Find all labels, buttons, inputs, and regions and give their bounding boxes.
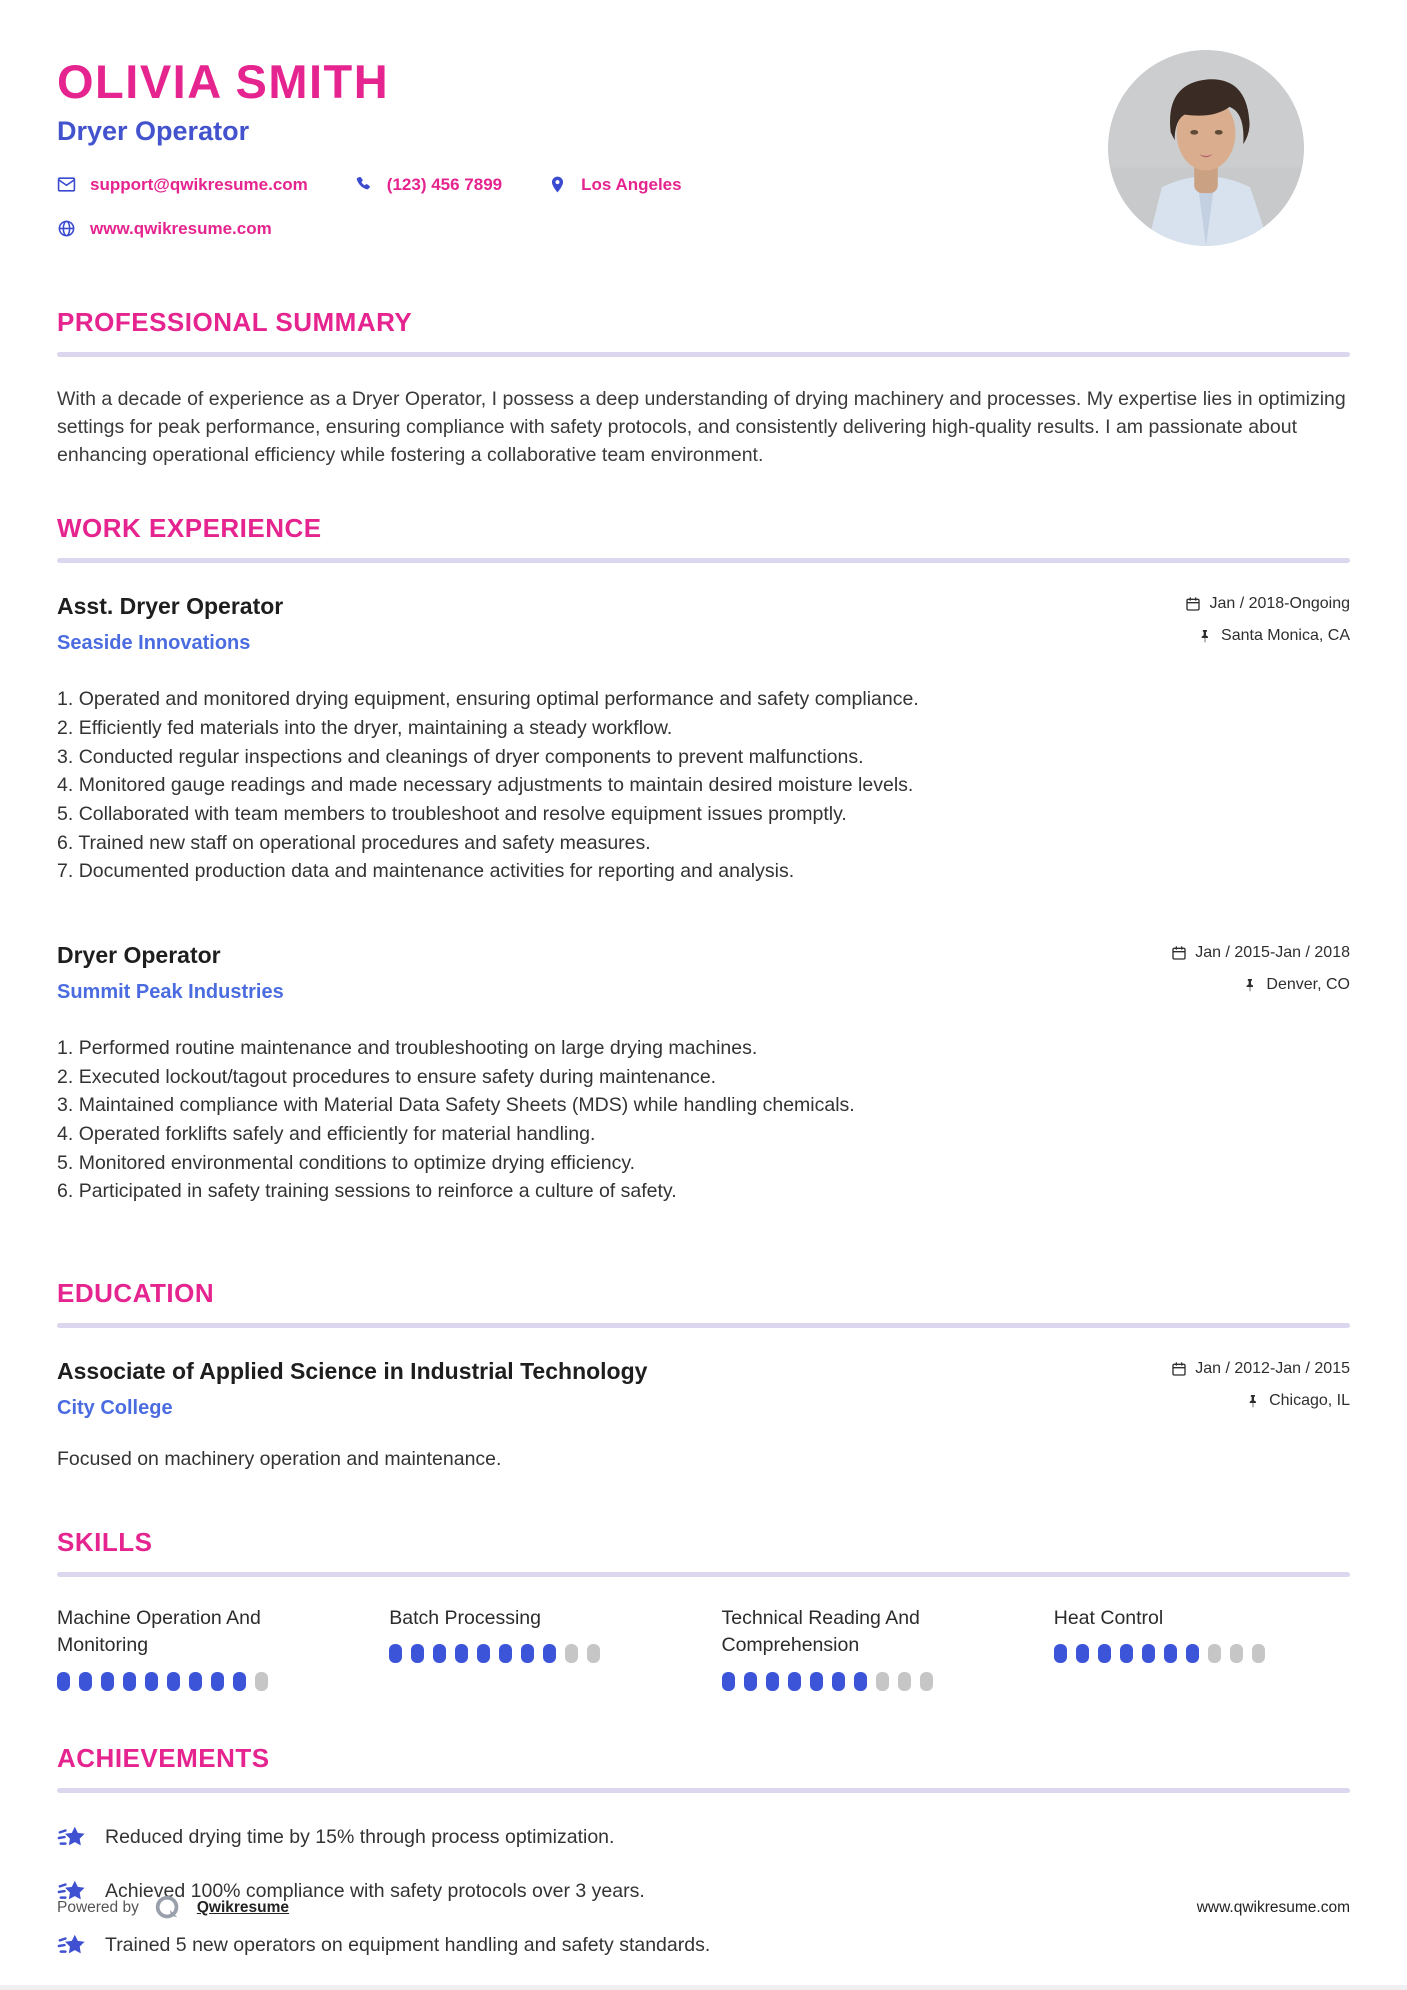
skill-item [722,1605,1018,1691]
job-date: Jan / 2015-Jan / 2018 [1195,944,1350,962]
skill-dot-empty [255,1672,268,1691]
duty-item: Efficiently fed materials into the dryer, maintaining a steady workflow. [78,717,673,740]
skill-dot-empty [920,1672,933,1691]
skill-dot-empty [1208,1644,1221,1663]
email-icon [57,175,76,194]
skill-level-dots [722,1672,1018,1691]
job-date: Jan / 2018-Ongoing [1209,595,1350,613]
pushpin-icon [1197,628,1213,644]
skill-name: Machine Operation And Monitoring [57,1607,261,1657]
header [57,48,1350,263]
achievement-text: Trained 5 new operators on equipment handling and safety standards. [105,1934,711,1957]
skill-dot-filled [145,1672,158,1691]
achievement-item [57,1931,1350,1961]
job-duties [57,1034,1350,1206]
pushpin-icon [1245,1393,1261,1409]
person-job-title: Dryer Operator [57,115,250,146]
achievement-text: Achieved 100% compliance with safety protocols over 3 years. [105,1880,645,1903]
education-entry [57,1358,1350,1471]
skill-dot-filled [766,1672,779,1691]
duty-item: Collaborated with team members to troubleshoot and resolve equipment issues promptly. [78,803,847,826]
location-text: Los Angeles [581,174,682,194]
duty-item: Monitored environmental conditions to optimize drying efficiency. [78,1151,636,1174]
skill-dot-filled [123,1672,136,1691]
qwikresume-link[interactable]: Qwikresume [196,1899,290,1916]
skill-item [1054,1605,1350,1691]
skill-dot-filled [1076,1644,1089,1663]
skill-dot-empty [565,1644,578,1663]
skill-level-dots [57,1672,353,1691]
section-skills [57,1527,1350,1691]
divider [57,352,1350,357]
location-pin-icon [548,175,567,194]
powered-by-label: Powered by [57,1899,139,1916]
footer-website: www.qwikresume.com [1196,1899,1350,1916]
award-star-icon [57,1931,87,1961]
job-location: Denver, CO [1266,976,1350,994]
contact-phone[interactable] [354,175,502,195]
skill-name: Technical Reading And Comprehension [721,1607,920,1657]
skill-item [389,1605,685,1691]
skill-item [57,1605,353,1691]
skill-dot-filled [810,1672,823,1691]
contact-email[interactable] [57,175,308,195]
job-title: Dryer Operator [57,942,221,969]
skill-dot-filled [1054,1644,1067,1663]
section-achievements [57,1743,1350,1961]
duty-item: Participated in safety training sessions to reinforce a culture of safety. [78,1180,677,1203]
skill-dot-filled [1186,1644,1199,1663]
duty-item: Executed lockout/tagout procedures to ensure safety during maintenance. [78,1065,717,1088]
phone-text: (123) 456 7899 [386,174,503,194]
job-title: Asst. Dryer Operator [57,593,284,620]
skill-dot-empty [1230,1644,1243,1663]
skill-dot-filled [854,1672,867,1691]
duty-item: Conducted regular inspections and cleanings of dryer components to prevent malfunctions. [78,745,864,768]
degree-title: Associate of Applied Science in Industrial Technology [57,1358,648,1385]
education-description: Focused on machinery operation and maintenance. [57,1448,502,1471]
skill-dot-filled [433,1644,446,1663]
skill-name: Batch Processing [389,1607,541,1630]
skill-dot-filled [57,1672,70,1691]
achievement-text: Reduced drying time by 15% through process optimization. [105,1826,615,1849]
section-professional-summary [57,307,1350,470]
skill-dot-filled [477,1644,490,1663]
skill-dot-empty [876,1672,889,1691]
profile-photo [1108,50,1304,246]
skills-heading: SKILLS [57,1527,153,1558]
globe-icon [57,219,76,238]
job-company[interactable]: Summit Peak Industries [57,981,284,1004]
calendar-icon [1171,945,1187,961]
section-work-experience [57,513,1350,1206]
education-heading: EDUCATION [57,1278,215,1309]
duty-item: Maintained compliance with Material Data Safety Sheets (MDS) while handling chemicals. [78,1094,855,1117]
job-location: Santa Monica, CA [1221,627,1350,645]
skill-dot-filled [167,1672,180,1691]
summary-text: With a decade of experience as a Dryer Operator, I possess a deep understanding of drying machinery and processes. My expertise lies in optimizing settings for peak performance, ensuring compliance with safety protocols, and consistently delivering high-quality results. I am passionate about enhancing operational efficiency while fostering a collaborative team environment. [57,387,1346,467]
section-education [57,1278,1350,1471]
skill-dot-filled [1120,1644,1133,1663]
email-text: support@qwikresume.com [90,174,308,194]
work-heading: WORK EXPERIENCE [57,513,322,544]
skill-name: Heat Control [1053,1607,1164,1630]
job-company[interactable]: Seaside Innovations [57,632,251,655]
qwikresume-logo-icon [153,1893,183,1923]
skill-dot-empty [898,1672,911,1691]
calendar-icon [1171,1361,1187,1377]
skill-dot-filled [543,1644,556,1663]
skill-dot-filled [788,1672,801,1691]
contact-info [57,175,1108,239]
skill-dot-empty [587,1644,600,1663]
job-entry [57,593,1350,886]
duty-item: Operated forklifts safely and efficiently for material handling. [78,1123,596,1146]
skill-dot-filled [79,1672,92,1691]
contact-website[interactable] [57,219,272,239]
achievements-heading: ACHIEVEMENTS [57,1742,270,1773]
skill-dot-filled [521,1644,534,1663]
skill-level-dots [1054,1644,1350,1663]
skill-dot-filled [455,1644,468,1663]
education-location: Chicago, IL [1269,1392,1350,1410]
divider [57,558,1350,563]
calendar-icon [1185,596,1201,612]
skills-grid [57,1605,1350,1691]
skill-dot-filled [1142,1644,1155,1663]
profile-photo-image [1108,50,1304,246]
skill-dot-filled [233,1672,246,1691]
skill-dot-filled [389,1644,402,1663]
education-date: Jan / 2012-Jan / 2015 [1195,1360,1350,1378]
job-duties [57,685,1350,886]
skill-dot-filled [1164,1644,1177,1663]
duty-item: Monitored gauge readings and made necessary adjustments to maintain desired moisture levels. [78,774,914,797]
skill-dot-filled [211,1672,224,1691]
achievement-item [57,1823,1350,1853]
achievements-list [57,1823,1350,1961]
skill-dot-filled [499,1644,512,1663]
divider [57,1572,1350,1577]
skill-dot-filled [101,1672,114,1691]
skill-dot-empty [1252,1644,1265,1663]
skill-dot-filled [1098,1644,1111,1663]
duty-item: Documented production data and maintenance activities for reporting and analysis. [78,860,795,883]
footer [57,1893,1350,1923]
website-text: www.qwikresume.com [90,218,272,238]
skill-dot-filled [744,1672,757,1691]
duty-item: Operated and monitored drying equipment, ensuring optimal performance and safety compliance. [78,688,919,711]
contact-location [548,175,681,195]
skill-dot-filled [832,1672,845,1691]
phone-icon [354,175,373,194]
job-entry [57,942,1350,1206]
skill-dot-filled [189,1672,202,1691]
divider [57,1323,1350,1328]
divider [57,1788,1350,1793]
duty-item: Performed routine maintenance and troubleshooting on large drying machines. [78,1037,758,1060]
person-name: OLIVIA SMITH [57,55,390,108]
skill-dot-filled [722,1672,735,1691]
skill-level-dots [389,1644,685,1663]
duty-item: Trained new staff on operational procedures and safety measures. [78,831,651,854]
award-star-icon [57,1823,87,1853]
skill-dot-filled [411,1644,424,1663]
pushpin-icon [1242,977,1258,993]
summary-heading: PROFESSIONAL SUMMARY [57,306,413,337]
school-name[interactable]: City College [57,1397,173,1420]
